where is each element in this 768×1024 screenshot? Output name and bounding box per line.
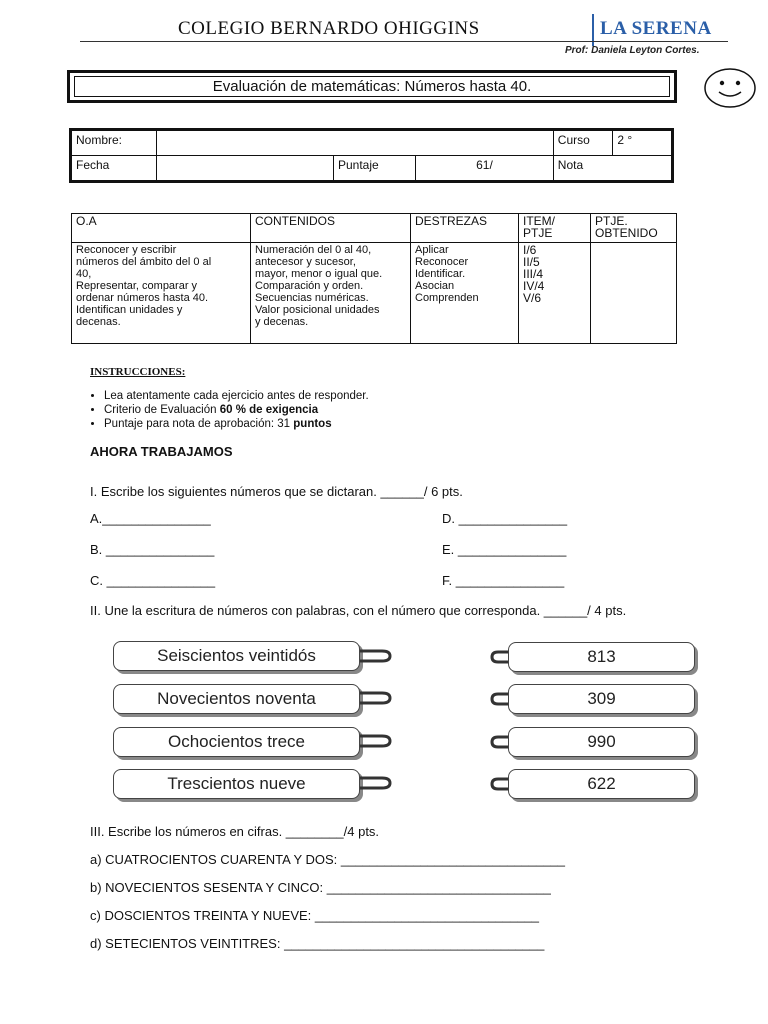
number-card[interactable]: 309 bbox=[508, 684, 695, 714]
nota-field[interactable] bbox=[553, 156, 672, 182]
contenidos-header: CONTENIDOS bbox=[251, 214, 411, 243]
smiley-face-icon bbox=[703, 67, 757, 109]
list-item: • Criterio de Evaluación 60 % de exigencia bbox=[104, 403, 369, 417]
fecha-field[interactable] bbox=[157, 156, 334, 182]
write-item-b[interactable]: b) NOVECIENTOS SESENTA Y CINCO: _______________________________ bbox=[90, 880, 551, 895]
header-rule bbox=[80, 41, 728, 42]
nota-label: Nota bbox=[557, 158, 584, 172]
student-info-table bbox=[69, 128, 674, 183]
connector-hook-icon bbox=[492, 694, 508, 704]
word-card[interactable]: Novecientos noventa bbox=[113, 684, 360, 714]
connector-hook-icon bbox=[360, 693, 390, 703]
list-item: • Puntaje para nota de aprobación: 31 puntos bbox=[104, 417, 369, 431]
number-card[interactable]: 990 bbox=[508, 727, 695, 757]
number-connectors bbox=[486, 641, 510, 801]
answer-e[interactable]: E. _______________ bbox=[442, 542, 567, 557]
obtenido-header: PTJE. OBTENIDO bbox=[591, 214, 677, 243]
curso-label: Curso bbox=[553, 130, 613, 156]
connector-hook-icon bbox=[492, 737, 508, 747]
section2-title: II. Une la escritura de números con palabras, con el número que corresponda. ______/ 4 pts. bbox=[90, 603, 627, 618]
city-name: LA SERENA bbox=[600, 18, 712, 39]
destrezas-cell: Aplicar Reconocer Identificar. Asocian Comprenden bbox=[411, 243, 519, 344]
exam-title: Evaluación de matemáticas: Números hasta 40. bbox=[74, 76, 670, 97]
word-card[interactable]: Seiscientos veintidós bbox=[113, 641, 360, 671]
puntaje-value: 61/ bbox=[416, 156, 554, 182]
connector-hook-icon bbox=[492, 779, 508, 789]
instructions-list bbox=[88, 389, 369, 431]
word-connectors bbox=[360, 641, 404, 801]
answer-d[interactable]: D. _______________ bbox=[442, 511, 568, 526]
connector-hook-icon bbox=[492, 652, 508, 662]
objectives-table bbox=[71, 213, 677, 344]
nombre-label: Nombre: bbox=[71, 130, 157, 156]
school-name: COLEGIO BERNARDO OHIGGINS bbox=[178, 18, 480, 39]
connector-hook-icon bbox=[360, 778, 390, 788]
answer-b[interactable]: B. _______________ bbox=[90, 542, 215, 557]
title-box bbox=[67, 70, 677, 103]
connector-hook-icon bbox=[360, 651, 390, 661]
fecha-label: Fecha bbox=[71, 156, 157, 182]
oa-cell: Reconocer y escribir números del ámbito del 0 al 40, Representar, comparar y ordenar números hasta 40. Identifican unidades y decenas. bbox=[72, 243, 251, 344]
section1-title: I. Escribe los siguientes números que se dictaran. ______/ 6 pts. bbox=[90, 484, 463, 499]
oa-header: O.A bbox=[72, 214, 251, 243]
item-header: ITEM/ PTJE bbox=[519, 214, 591, 243]
destrezas-header: DESTREZAS bbox=[411, 214, 519, 243]
ahora-heading: AHORA TRABAJAMOS bbox=[90, 444, 233, 459]
obtenido-cell[interactable] bbox=[591, 243, 677, 344]
answer-a[interactable]: A._______________ bbox=[90, 511, 211, 526]
teacher-name: Prof: Daniela Leyton Cortes. bbox=[565, 45, 700, 56]
write-item-d[interactable]: d) SETECIENTOS VEINTITRES: ____________________________________ bbox=[90, 936, 545, 951]
curso-value: 2 ° bbox=[613, 130, 673, 156]
write-item-c[interactable]: c) DOSCIENTOS TREINTA Y NUEVE: _______________________________ bbox=[90, 908, 540, 923]
connector-hook-icon bbox=[360, 736, 390, 746]
number-card[interactable]: 622 bbox=[508, 769, 695, 799]
answer-f[interactable]: F. _______________ bbox=[442, 573, 565, 588]
contenidos-cell: Numeración del 0 al 40, antecesor y sucesor, mayor, menor o igual que. Comparación y orden. Secuencias numéricas. Valor posicional unidades y decenas. bbox=[251, 243, 411, 344]
answer-c[interactable]: C. _______________ bbox=[90, 573, 216, 588]
instructions-title: INSTRUCCIONES: bbox=[90, 366, 186, 378]
items-cell: I/6 II/5 III/4 IV/4 V/6 bbox=[519, 243, 591, 344]
section3-title: III. Escribe los números en cifras. ________/4 pts. bbox=[90, 824, 380, 839]
write-item-a[interactable]: a) CUATROCIENTOS CUARENTA Y DOS: _______________________________ bbox=[90, 852, 566, 867]
puntaje-label: Puntaje bbox=[333, 156, 415, 182]
word-card[interactable]: Ochocientos trece bbox=[113, 727, 360, 757]
word-card[interactable]: Trescientos nueve bbox=[113, 769, 360, 799]
list-item: • Lea atentamente cada ejercicio antes de responder. bbox=[104, 389, 369, 403]
nombre-field[interactable] bbox=[157, 130, 554, 156]
number-card[interactable]: 813 bbox=[508, 642, 695, 672]
